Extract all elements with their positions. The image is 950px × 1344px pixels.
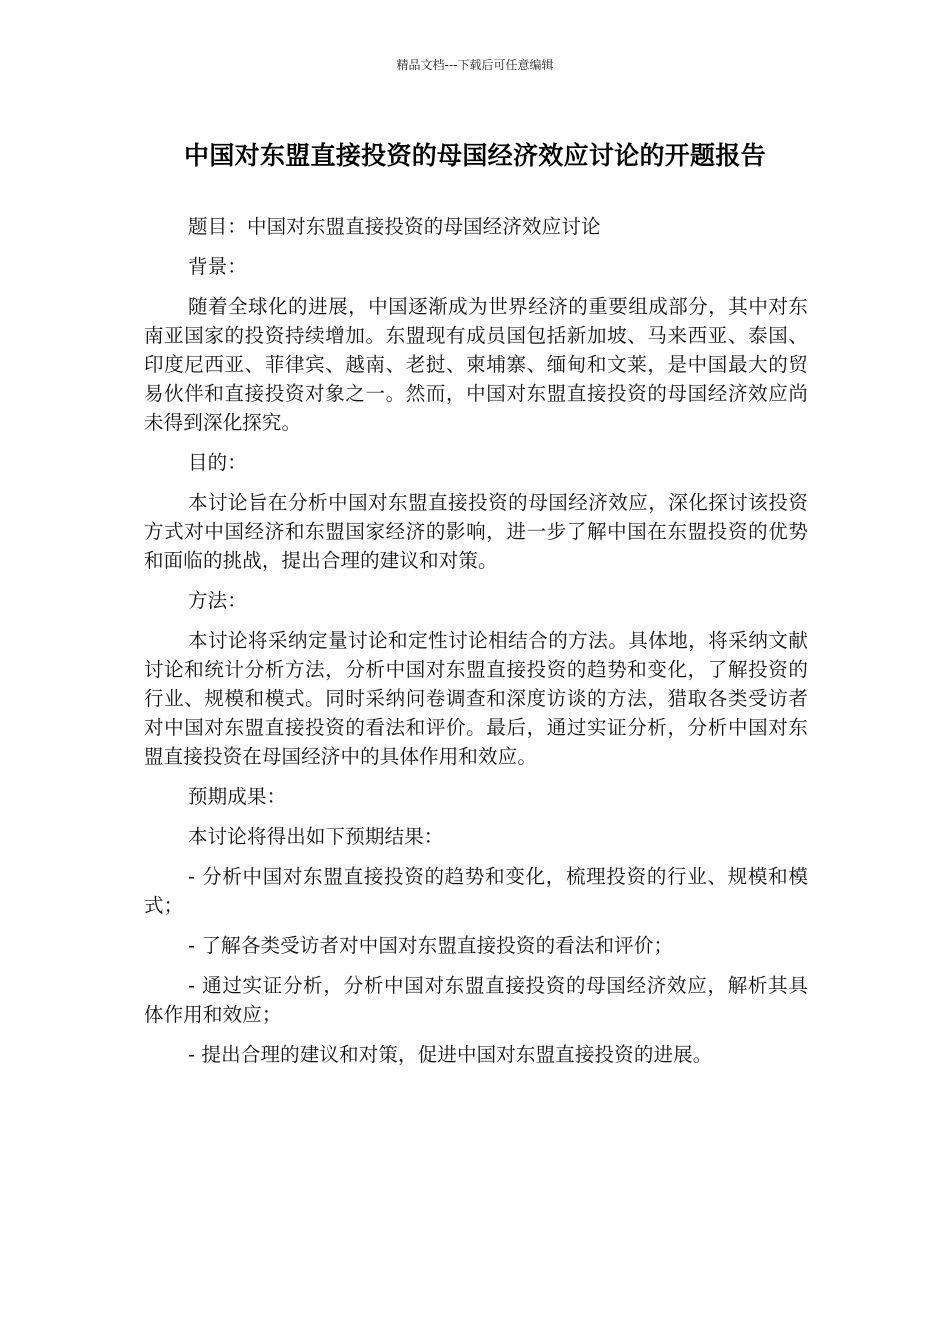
expected-result-item: - 分析中国对东盟直接投资的趋势和变化，梳理投资的行业、规模和模式；: [144, 865, 808, 917]
background-paragraph: 随着全球化的进展，中国逐渐成为世界经济的重要组成部分，其中对东南亚国家的投资持续增加。东盟现有成员国包括新加坡、马来西亚、泰国、印度尼西亚、菲律宾、越南、老挝、柬埔寨、缅甸和文莱，是中国最大的贸易伙伴和直接投资对象之一。然而，中国对东盟直接投资的母国经济效应尚未得到深化探究。: [144, 295, 808, 434]
expected-result-item: - 了解各类受访者对中国对东盟直接投资的看法和评价；: [188, 934, 674, 957]
expected-result-item: - 提出合理的建议和对策，促进中国对东盟直接投资的进展。: [188, 1043, 713, 1066]
document-body: [144, 212, 808, 1080]
method-paragraph: 本讨论将采纳定量讨论和定性讨论相结合的方法。具体地，将采纳文献讨论和统计分析方法，分析中国对东盟直接投资的趋势和变化，了解投资的行业、规模和模式。同时采纳问卷调查和深度访谈的方法，猎取各类受访者对中国对东盟直接投资的看法和评价。最后，通过实证分析，分析中国对东盟直接投资在母国经济中的具体作用和效应。: [144, 629, 808, 768]
background-heading: 背景：: [188, 255, 247, 278]
header-note: 精品文档---下载后可任意编辑: [396, 58, 554, 72]
document-title: 中国对东盟直接投资的母国经济效应讨论的开题报告: [184, 141, 766, 170]
purpose-paragraph: 本讨论旨在分析中国对东盟直接投资的母国经济效应，深化探讨该投资方式对中国经济和东盟国家经济的影响，进一步了解中国在东盟投资的优势和面临的挑战，提出合理的建议和对策。: [144, 491, 808, 572]
topic-paragraph: 题目：中国对东盟直接投资的母国经济效应讨论: [188, 215, 601, 238]
purpose-heading: 目的：: [188, 451, 247, 474]
expected-result-item: - 通过实证分析，分析中国对东盟直接投资的母国经济效应，解析其具体作用和效应；: [144, 974, 808, 1026]
method-heading: 方法：: [188, 589, 247, 612]
expected-results-intro: 本讨论将得出如下预期结果：: [188, 825, 444, 848]
expected-results-heading: 预期成果：: [188, 785, 287, 808]
